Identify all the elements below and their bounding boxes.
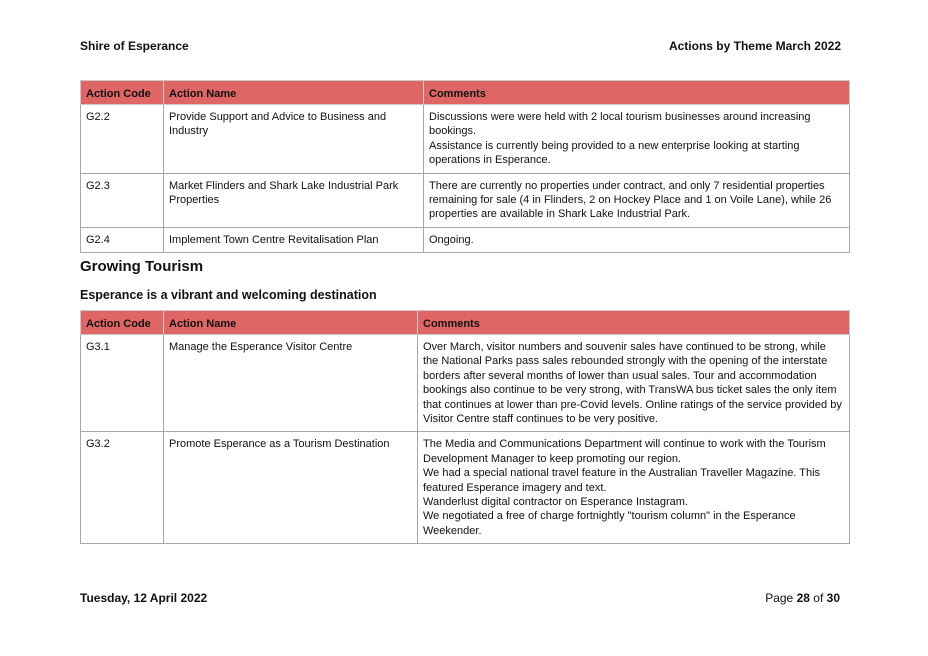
column-header-action-name: Action Name (164, 81, 424, 105)
action-code-cell: G2.4 (81, 227, 164, 252)
comment-line: We had a special national travel feature in the Australian Traveller Magazine. This featured Esperance imagery and text. (423, 467, 821, 494)
comment-line: Assistance is currently being provided to a new enterprise looking at starting operations in Esperance. (429, 139, 800, 167)
page-current: 28 (796, 591, 810, 605)
action-name-cell: Manage the Esperance Visitor Centre (164, 335, 418, 432)
column-header-comments: Comments (424, 81, 850, 105)
comment-line: Wanderlust digital contractor on Esperance Instagram. (423, 496, 688, 509)
comment-line: There are currently no properties under contract, and only 7 residential properties remaining for sale (4 in Flinders, 2 on Hockey Place and 1 on Voile Lane), while 26 properties are available in Shark Lake Industrial Park. (429, 179, 832, 221)
table-row (81, 432, 850, 544)
table-header-row (81, 81, 850, 105)
comments-cell (424, 173, 850, 227)
action-name-cell: Implement Town Centre Revitalisation Plan (164, 227, 424, 252)
table-row (81, 173, 850, 227)
table-row (81, 227, 850, 252)
comment-line: Over March, visitor numbers and souvenir sales have continued to be strong, while the National Parks pass sales rebounded strongly with the opening of the interstate borders after several months of lower than usual sales. Tour and accommodation bookings also continue to be very strong, with TransWA bus ticket sales the only item that continues at lower than pre-Covid levels. Online ratings of the service provided by Visitor Centre staff continues to be very positive. (423, 341, 842, 426)
page-prefix: Page (765, 591, 794, 605)
report-date: Tuesday, 12 April 2022 (80, 591, 208, 605)
action-code-cell: G3.1 (81, 335, 164, 432)
section-subheading: Esperance is a vibrant and welcoming destination (80, 288, 377, 302)
action-code-cell: G3.2 (81, 432, 164, 544)
comments-cell (418, 335, 850, 432)
document-owner: Shire of Esperance (80, 39, 189, 53)
column-header-action-code: Action Code (81, 311, 164, 335)
section-heading: Growing Tourism (80, 258, 204, 275)
document-title: Actions by Theme March 2022 (668, 39, 841, 53)
table-row (81, 105, 850, 174)
action-name-cell: Provide Support and Advice to Business and Industry (164, 105, 424, 174)
page-total: 30 (826, 591, 840, 605)
comment-line: Discussions were were held with 2 local tourism businesses around increasing bookings. (429, 111, 811, 138)
table-header-row (81, 311, 850, 335)
comment-line: Ongoing. (429, 233, 474, 246)
comment-line: The Media and Communications Department will continue to work with the Tourism Development Manager to keep promoting our region. (423, 438, 826, 465)
comments-cell (424, 227, 850, 252)
page-number (765, 591, 840, 605)
comments-cell (424, 105, 850, 174)
column-header-comments: Comments (418, 311, 850, 335)
comments-cell (418, 432, 850, 544)
action-code-cell: G2.3 (81, 173, 164, 227)
action-code-cell: G2.2 (81, 105, 164, 174)
comment-line: We negotiated a free of charge fortnightly "tourism column" in the Esperance Weekender. (423, 510, 796, 537)
column-header-action-name: Action Name (164, 311, 418, 335)
action-name-cell: Promote Esperance as a Tourism Destination (164, 432, 418, 544)
actions-table-economic (80, 80, 850, 253)
actions-table-tourism (80, 310, 850, 544)
table-row (81, 335, 850, 432)
page-of: of (813, 591, 824, 605)
action-name-cell: Market Flinders and Shark Lake Industrial Park Properties (164, 173, 424, 227)
column-header-action-code: Action Code (81, 81, 164, 105)
